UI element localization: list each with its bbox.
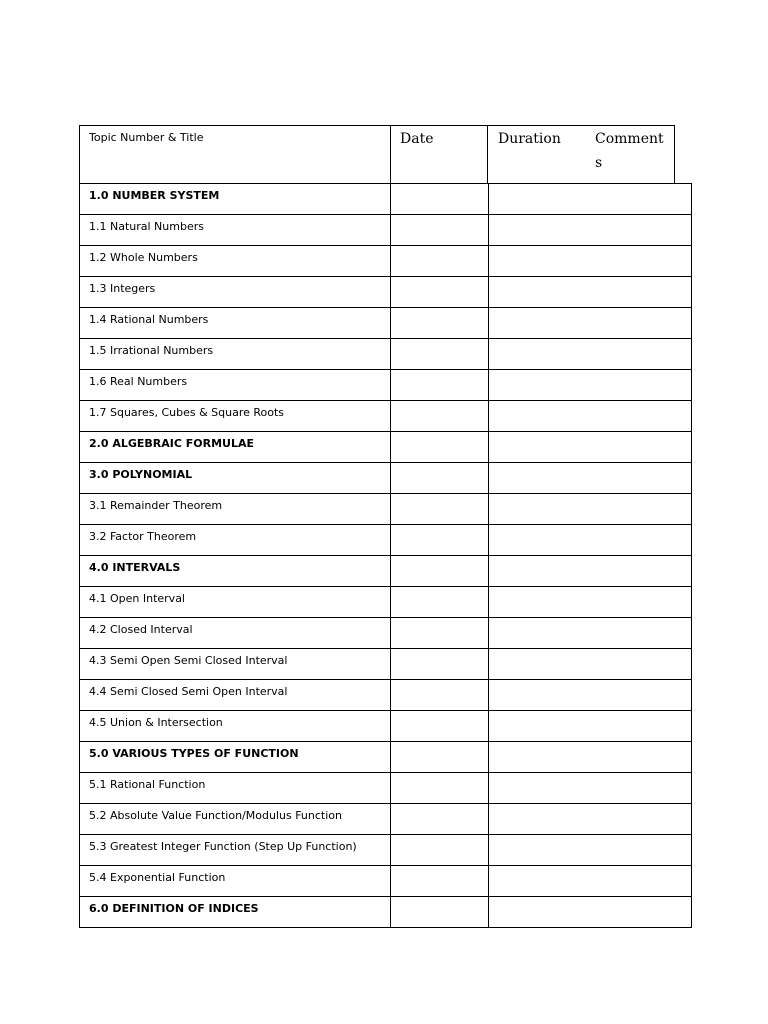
header-duration: Duration <box>498 131 561 147</box>
date-cell <box>391 866 489 897</box>
table-row <box>80 897 692 928</box>
topic-cell <box>80 711 391 742</box>
table-row <box>80 556 692 587</box>
topic-cell <box>80 835 391 866</box>
section-heading: 5.0 VARIOUS TYPES OF FUNCTION <box>89 747 299 760</box>
table-row <box>80 804 692 835</box>
duration-comments-cell <box>489 866 692 897</box>
topic-label: 4.1 Open Interval <box>89 592 185 605</box>
table-row <box>80 866 692 897</box>
topic-label: 4.4 Semi Closed Semi Open Interval <box>89 685 288 698</box>
topic-label: 4.2 Closed Interval <box>89 623 193 636</box>
topic-cell <box>80 339 391 370</box>
date-cell <box>391 215 489 246</box>
table-row <box>80 525 692 556</box>
date-cell <box>391 618 489 649</box>
date-cell <box>391 773 489 804</box>
date-cell <box>391 463 489 494</box>
duration-comments-cell <box>489 587 692 618</box>
duration-comments-cell <box>489 215 692 246</box>
topic-cell <box>80 804 391 835</box>
table-row <box>80 773 692 804</box>
date-cell <box>391 680 489 711</box>
duration-comments-cell <box>489 742 692 773</box>
topic-cell <box>80 246 391 277</box>
date-cell <box>391 370 489 401</box>
date-cell <box>391 401 489 432</box>
duration-comments-cell <box>489 835 692 866</box>
duration-comments-cell <box>489 897 692 928</box>
duration-comments-cell <box>489 556 692 587</box>
table-row <box>80 587 692 618</box>
duration-comments-cell <box>489 401 692 432</box>
duration-comments-cell <box>489 308 692 339</box>
topic-label: 5.1 Rational Function <box>89 778 206 791</box>
date-cell <box>391 246 489 277</box>
topic-cell <box>80 463 391 494</box>
topic-cell <box>80 866 391 897</box>
table-row <box>80 680 692 711</box>
duration-comments-cell <box>489 277 692 308</box>
duration-comments-cell <box>489 525 692 556</box>
table-row <box>80 370 692 401</box>
duration-comments-cell <box>489 339 692 370</box>
date-cell <box>391 525 489 556</box>
topic-cell <box>80 587 391 618</box>
duration-comments-cell <box>489 804 692 835</box>
table-row <box>80 649 692 680</box>
table-row <box>80 742 692 773</box>
date-cell <box>391 339 489 370</box>
date-cell <box>391 277 489 308</box>
table-row <box>80 835 692 866</box>
date-cell <box>391 742 489 773</box>
date-cell <box>391 649 489 680</box>
topic-cell <box>80 897 391 928</box>
topic-cell <box>80 308 391 339</box>
topics-table-body <box>80 184 692 928</box>
date-cell <box>391 184 489 215</box>
topic-cell <box>80 277 391 308</box>
duration-comments-cell <box>489 773 692 804</box>
topic-label: 5.3 Greatest Integer Function (Step Up Function) <box>89 840 357 853</box>
table-header-row <box>79 125 675 183</box>
topic-cell <box>80 432 391 463</box>
topic-label: 4.5 Union & Intersection <box>89 716 223 729</box>
topic-label: 1.6 Real Numbers <box>89 375 188 388</box>
table-row <box>80 339 692 370</box>
table-row <box>80 463 692 494</box>
duration-comments-cell <box>489 649 692 680</box>
section-heading: 6.0 DEFINITION OF INDICES <box>89 902 259 915</box>
topic-label: 3.2 Factor Theorem <box>89 530 197 543</box>
topic-label: 4.3 Semi Open Semi Closed Interval <box>89 654 288 667</box>
topic-cell <box>80 401 391 432</box>
topic-cell <box>80 680 391 711</box>
duration-comments-cell <box>489 711 692 742</box>
topic-cell <box>80 215 391 246</box>
topic-cell <box>80 370 391 401</box>
topic-cell <box>80 184 391 215</box>
topic-label: 1.2 Whole Numbers <box>89 251 198 264</box>
table-row <box>80 246 692 277</box>
duration-comments-cell <box>489 432 692 463</box>
date-cell <box>391 308 489 339</box>
section-heading: 4.0 INTERVALS <box>89 561 181 574</box>
table-row <box>80 494 692 525</box>
date-cell <box>391 804 489 835</box>
topic-cell <box>80 742 391 773</box>
date-cell <box>391 556 489 587</box>
topic-cell <box>80 773 391 804</box>
date-cell <box>391 494 489 525</box>
topic-cell <box>80 618 391 649</box>
topic-label: 1.5 Irrational Numbers <box>89 344 214 357</box>
header-topic: Topic Number & Title <box>89 131 204 144</box>
section-heading: 1.0 NUMBER SYSTEM <box>89 189 220 202</box>
topic-cell <box>80 494 391 525</box>
topic-label: 3.1 Remainder Theorem <box>89 499 223 512</box>
topic-label: 1.7 Squares, Cubes & Square Roots <box>89 406 285 419</box>
date-cell <box>391 587 489 618</box>
table-row <box>80 277 692 308</box>
table-row <box>80 184 692 215</box>
header-date: Date <box>400 131 434 147</box>
table-row <box>80 401 692 432</box>
topic-label: 1.3 Integers <box>89 282 156 295</box>
header-comments: Comments <box>595 131 664 171</box>
table-row <box>80 308 692 339</box>
section-heading: 3.0 POLYNOMIAL <box>89 468 193 481</box>
topic-label: 1.4 Rational Numbers <box>89 313 209 326</box>
table-row <box>80 711 692 742</box>
topics-table <box>79 183 692 928</box>
date-cell <box>391 835 489 866</box>
section-heading: 2.0 ALGEBRAIC FORMULAE <box>89 437 254 450</box>
table-row <box>80 618 692 649</box>
duration-comments-cell <box>489 494 692 525</box>
duration-comments-cell <box>489 246 692 277</box>
date-cell <box>391 897 489 928</box>
topic-cell <box>80 525 391 556</box>
topic-label: 5.4 Exponential Function <box>89 871 226 884</box>
duration-comments-cell <box>489 370 692 401</box>
duration-comments-cell <box>489 184 692 215</box>
column-divider <box>487 126 488 184</box>
topic-cell <box>80 649 391 680</box>
date-cell <box>391 711 489 742</box>
table-row <box>80 432 692 463</box>
column-divider <box>390 126 391 184</box>
duration-comments-cell <box>489 618 692 649</box>
topic-cell <box>80 556 391 587</box>
topic-label: 5.2 Absolute Value Function/Modulus Function <box>89 809 342 822</box>
date-cell <box>391 432 489 463</box>
duration-comments-cell <box>489 680 692 711</box>
duration-comments-cell <box>489 463 692 494</box>
table-row <box>80 215 692 246</box>
topic-label: 1.1 Natural Numbers <box>89 220 204 233</box>
